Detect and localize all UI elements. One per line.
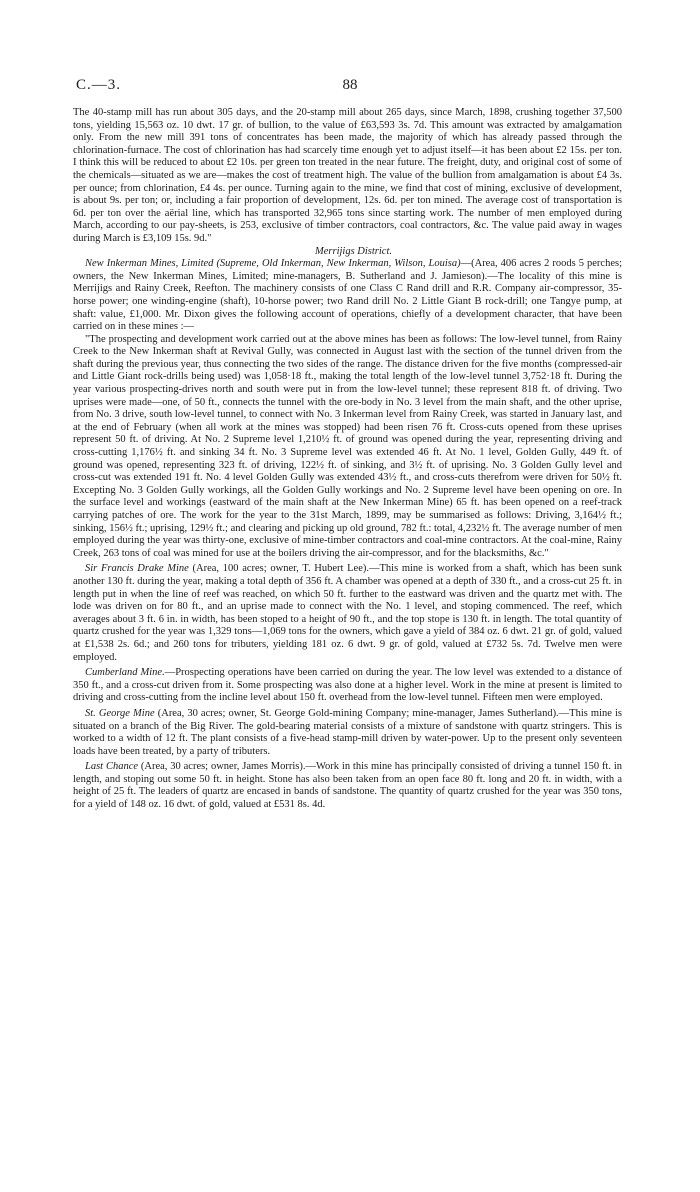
- mine-title-new-inkerman: New Inkerman Mines, Limited (Supreme, Old Inkerman, New Inkerman, Wilson, Louisa): [85, 258, 461, 270]
- mine-title-sir-francis-drake: Sir Francis Drake Mine: [85, 563, 189, 575]
- paragraph-cumberland: [73, 667, 622, 705]
- st-george-text: (Area, 30 acres; owner, St. George Gold-mining Company; mine-manager, James Sutherland).—This mine is situated on a branch of the Big River. The gold-bearing material consists of a mixture of sandstone with quartz stringers. This is worked to a width of 12 ft. The plant consists of a five-head stamp-mill driven by water-power. Up to the present only seventeen loads have been treated, by a party of tributers.: [73, 707, 623, 757]
- paragraph-st-george: [73, 708, 622, 758]
- body-text: [73, 107, 622, 812]
- new-inkerman-text: —(Area, 406 acres 2 roods 5 perches; owners, the New Inkerman Mines, Limited; mine-managers, B. Sutherland and J. Jamieson).—The locality of this mine is Merrijigs and Rainy Creek, Reefton. The machinery consists of one Class C Rand drill and R.R. Company air-compressor, 35-horse power; one winding-engine (shaft), 10-horse power; two Rand drill No. 2 Little Giant B rock-drill; one Tangye pump, at shaft: value, £1,000. Mr. Dixon gives the following account of operations, chiefly of a development character, that have been carried on in these mines :—: [73, 258, 623, 333]
- paragraph-mill-report: The 40-stamp mill has run about 305 days, and the 20-stamp mill about 265 days, since March, 1898, crushing together 37,500 tons, yielding 15,563 oz. 10 dwt. 17 gr. of bullion, to the value of £63,593 3s. 7d. This amount was extracted by amalgamation only. From the new mill 391 tons of concentrates has been made, the majority of which has already passed through the chlorination-furnace. The cost of chlorination has had scarcely time enough yet to adjust itself—it has been about £2 15s. per ton. I think this will be reduced to about £2 10s. per green ton treated in the near future. The freight, duty, and original cost of some of the chemicals—situated as we are—makes the cost of treatment high. The value of the bullion from amalgamation is about £4 3s. per ounce; from chlorination, £4 4s. per ounce. Turning again to the mine, we find that cost of mining, exclusive of development, is about 9s. per ton; or, including a fair proportion of development, 12s. 6d. per ton mined. The average cost of transportation is 6d. per ton over the aërial line, which has transported 32,965 tons since starting work. The number of men employed during March, according to our pay-sheets, is 253, exclusive of timber contractors, coal contractors, &c. The value paid away in wages during March is £3,109 15s. 9d.": [73, 107, 622, 244]
- sir-francis-drake-text: (Area, 100 acres; owner, T. Hubert Lee).—This mine is worked from a shaft, which has been sunk another 130 ft. during the year, making a total depth of 356 ft. A chamber was opened at a depth of 330 ft., and a cross-cut 25 ft. in length put in when the line of reef was reached, on which 50 ft. further to the eastward was driven and the quartz met with. The lode was driven on for 80 ft., and an uprise made to connect with the No. 1 level, and stoping commenced. The reef, which averages about 3 ft. 6 in. in width, has been stoped to a height of 90 ft., and the top stope is 130 ft. in length. The total quantity of quartz crushed for the year was 1,329 tons—1,069 tons for the owners, which gave a yield of 384 oz. 6 dwt. 21 gr. of gold, valued at £1,538 2s. 6d.; and 260 tons for tributers, yielding 181 oz. 6 dwt. 9 gr. of gold, valued at £732 5s. 7d. Twelve men were employed.: [73, 563, 623, 663]
- mine-title-st-george: St. George Mine: [85, 707, 155, 719]
- paragraph-new-inkerman: [73, 258, 622, 334]
- section-reference: C.—3.: [76, 77, 122, 93]
- cumberland-text: —Prospecting operations have been carried on during the year. The low level was extended to a distance of 350 ft., and a cross-cut driven from it. Some prospecting was also done at a higher level. Work in the mine at present is limited to driving and cross-cutting from the incline level about 150 ft. overhead from the low-level tunnel. Fifteen men were employed.: [73, 667, 622, 704]
- district-heading: Merrijigs District.: [314, 245, 392, 257]
- last-chance-text: (Area, 30 acres; owner, James Morris).—Work in this mine has principally consisted of driving a tunnel 150 ft. in length, and stoping out some 50 ft. in height. Stone has also been taken from an open face 80 ft. long and 20 ft. in width, with a height of 25 ft. The leaders of quartz are encased in bands of sandstone. The quantity of quartz crushed for the year was 350 tons, for a yield of 148 oz. 16 dwt. of gold, valued at £531 8s. 4d.: [73, 761, 622, 811]
- page-number: 88: [342, 77, 358, 93]
- mine-title-last-chance: Last Chance: [85, 761, 139, 773]
- mine-title-cumberland: Cumberland Mine.: [85, 667, 165, 679]
- paragraph-sir-francis-drake: [73, 563, 622, 664]
- paragraph-last-chance: [73, 761, 622, 811]
- paragraph-dixon-account: "The prospecting and development work carried out at the above mines has been as follows: The low-level tunnel, from Rainy Creek to the New Inkerman shaft at Revival Gully, was connected in August last with the section of the tunnel driven from the shaft during the previous year, thus connecting the two sides of the range. The distance driven for the five months (compressed-air and Little Giant rock-drills being used) was 1,058·18 ft., making the total length of the low-level tunnel 3,752·18 ft. During the year various prospecting-drives north and south were put in from the low-level tunnel; these represent 818 ft. of driving. Two uprises were made—one, of 50 ft., connects the tunnel with the ore-body in No. 3 level from the main shaft, and the other uprise, from No. 3 drive, south low-level tunnel, to connect with No. 3 Inkerman level from Rainy Creek, was started in January last, and at the end of February (when all work at the mines was stopped) had been risen 76 ft. Cross-cuts opened from these uprises represent 50 ft. of driving. At No. 2 Supreme level 1,210½ ft. of ground was opened during the year, representing driving and cross-cutting 1,176½ ft. and sinking 34 ft. No. 3 Supreme level was extended 46 ft. At No. 1 level, Golden Gully, 449 ft. of ground was opened, representing 323 ft. of driving, 122½ ft. of sinking, and 3½ ft. of uprising. No. 3 Golden Gully level and cross-cut was extended 191 ft. No. 4 level Golden Gully was extended 43½ ft., and cross-cuts therefrom were driven for 50½ ft. Excepting No. 3 Golden Gully workings, all the Golden Gully workings and No. 2 Supreme level have been opening on ore. In the surface level and workings (eastward of the main shaft at the New Inkerman Mine) 65 ft. has been opened on a reef-track carrying patches of ore. The work for the year to the 31st March, 1899, may be summarised as follows: Driving, 3,164½ ft.; sinking, 156½ ft.; uprising, 129½ ft.; and clearing and picking up old ground, 782 ft.: total, 4,232½ ft. The average number of men employed during the year was thirty-one, exclusive of mine-timber contractors and coal-mine contractors. At the coal-mine, Rainy Creek, 263 tons of coal was mined for use at the boilers driving the air-compressor, and for the blacksmiths, &c.": [73, 333, 622, 559]
